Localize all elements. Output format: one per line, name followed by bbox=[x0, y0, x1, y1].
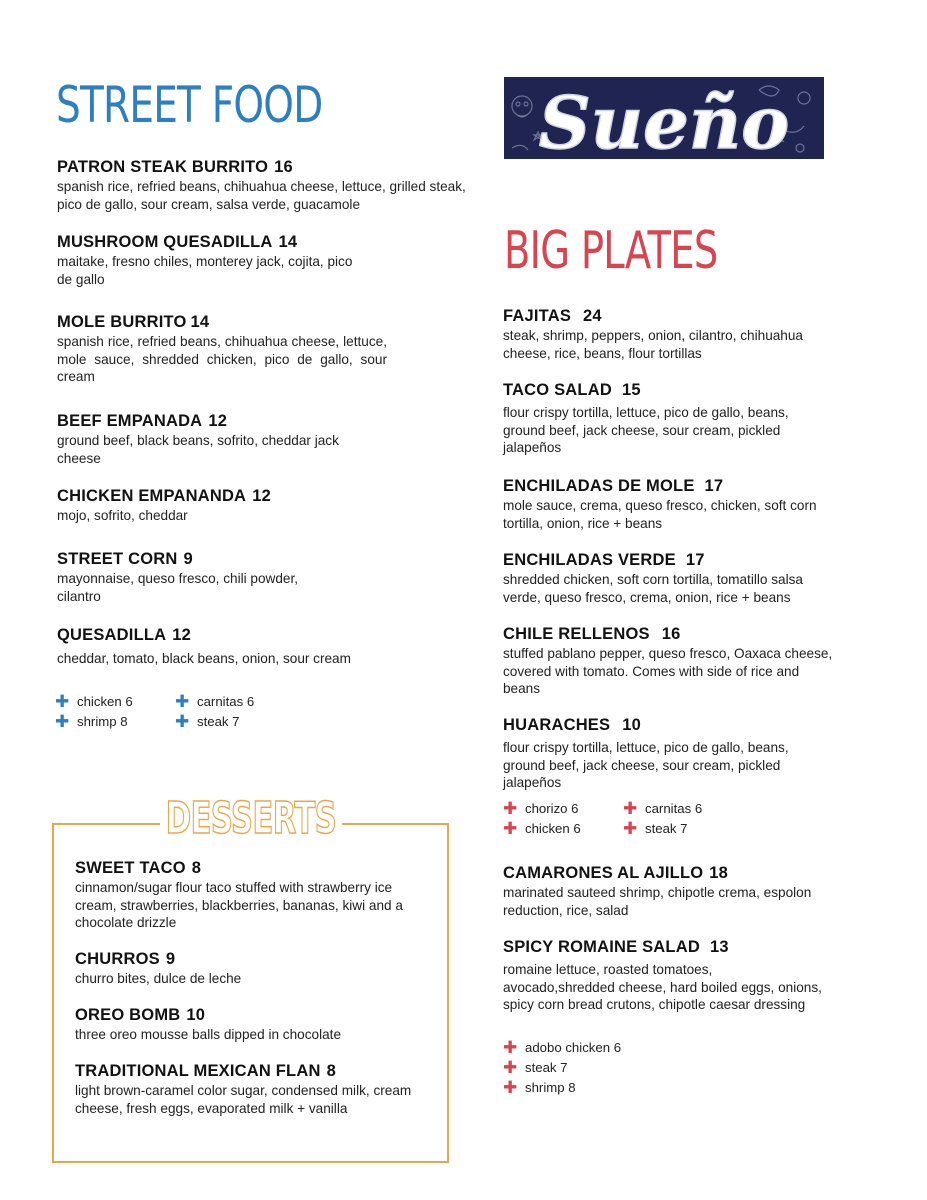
item-name: CAMARONES AL AJILLO 18 bbox=[503, 864, 729, 882]
addon-option: ✚ shrimp 8 bbox=[55, 712, 128, 731]
addon-option: ✚ carnitas 6 bbox=[175, 692, 255, 711]
item-name: ENCHILADAS DE MOLE 17 bbox=[503, 477, 724, 495]
item-description: spanish rice, refried beans, chihuahua cheese, lettuce, grilled steak, pico de gallo, sour cream, salsa verde, guacamole bbox=[57, 179, 466, 212]
logo-wordmark: Sueño bbox=[538, 80, 790, 165]
item-price: 9 bbox=[183, 550, 193, 568]
plus-icon: ✚ bbox=[55, 712, 70, 731]
item-description: flour crispy tortilla, lettuce, pico de gallo, beans, ground beef, jack cheese, sour cream, pickled jalapeños bbox=[503, 405, 789, 455]
menu-item bbox=[75, 949, 430, 988]
street-food-title: STREET FOOD bbox=[56, 76, 323, 134]
item-price: 14 bbox=[190, 313, 210, 331]
item-name: CHICKEN EMPANANDA 12 bbox=[57, 487, 271, 505]
item-price: 10 bbox=[186, 1006, 206, 1024]
item-price: 12 bbox=[252, 487, 271, 505]
item-name: ENCHILADAS VERDE 17 bbox=[503, 551, 705, 569]
addon-option: ✚ carnitas 6 bbox=[623, 799, 703, 818]
item-description: shredded chicken, soft corn tortilla, tomatillo salsa verde, queso fresco, crema, onion, rice + beans bbox=[503, 572, 803, 605]
item-description: romaine lettuce, roasted tomatoes, avocado,shredded cheese, hard boiled eggs, onions, spicy corn bread crutons, chipotle caesar dressing bbox=[503, 962, 822, 1012]
plus-icon: ✚ bbox=[55, 692, 70, 711]
menu-item bbox=[503, 715, 823, 792]
item-description: mole sauce, crema, queso fresco, chicken, soft corn tortilla, onion, rice + beans bbox=[503, 498, 817, 531]
item-description: cheddar, tomato, black beans, onion, sour cream bbox=[57, 651, 351, 666]
plus-icon: ✚ bbox=[623, 799, 638, 818]
item-price: 8 bbox=[191, 859, 202, 877]
menu-item bbox=[57, 486, 377, 525]
menu-item bbox=[503, 863, 823, 919]
item-description: cinnamon/sugar flour taco stuffed with strawberry ice cream, strawberries, blackberries, bananas, kiwi and a chocolate drizzle bbox=[75, 880, 403, 930]
item-price: 10 bbox=[622, 716, 641, 734]
item-description: light brown-caramel color sugar, condensed milk, cream cheese, fresh eggs, evaporated milk + vanilla bbox=[75, 1083, 412, 1116]
item-description: churro bites, dulce de leche bbox=[75, 971, 242, 986]
item-name: TACO SALAD 15 bbox=[503, 381, 641, 399]
item-name: SPICY ROMAINE SALAD 13 bbox=[503, 938, 729, 956]
item-price: 8 bbox=[326, 1062, 336, 1080]
plus-icon: ✚ bbox=[175, 692, 190, 711]
item-price: 15 bbox=[621, 381, 641, 399]
menu-item bbox=[503, 937, 823, 1014]
restaurant-logo bbox=[504, 40, 826, 196]
item-name: TRADITIONAL MEXICAN FLAN 8 bbox=[75, 1062, 336, 1080]
item-name: SWEET TACO 8 bbox=[75, 859, 202, 877]
menu-item bbox=[503, 624, 833, 698]
item-price: 17 bbox=[685, 551, 705, 569]
item-price: 17 bbox=[704, 477, 724, 495]
item-description: stuffed pablano pepper, queso fresco, Oaxaca cheese, covered with tomato. Comes with side of rice and beans bbox=[503, 646, 833, 696]
item-name: FAJITAS 24 bbox=[503, 307, 602, 325]
item-price: 16 bbox=[661, 625, 681, 643]
item-description: marinated sauteed shrimp, chipotle crema, espolon reduction, rice, salad bbox=[503, 885, 812, 918]
item-name: STREET CORN 9 bbox=[57, 550, 193, 568]
item-price: 18 bbox=[709, 864, 729, 882]
menu-item bbox=[75, 1005, 430, 1044]
item-name: PATRON STEAK BURRITO 16 bbox=[57, 158, 293, 176]
item-name: MUSHROOM QUESADILLA 14 bbox=[57, 233, 298, 251]
item-price: 12 bbox=[208, 412, 228, 430]
addon-option: ✚ chicken 6 bbox=[55, 692, 133, 711]
item-description: flour crispy tortilla, lettuce, pico de gallo, beans, ground beef, jack cheese, sour cream, pickled jalapeños bbox=[503, 740, 789, 790]
street-food-addons bbox=[55, 694, 295, 730]
item-price: 12 bbox=[172, 626, 192, 644]
item-price: 16 bbox=[274, 158, 293, 176]
plus-icon: ✚ bbox=[175, 712, 190, 731]
item-price: 24 bbox=[583, 307, 602, 325]
big-plates-title: BIG PLATES bbox=[504, 221, 718, 281]
plus-icon: ✚ bbox=[503, 1078, 518, 1097]
item-name: HUARACHES 10 bbox=[503, 716, 641, 734]
addon-option: ✚ steak 7 bbox=[175, 712, 240, 731]
menu-item bbox=[57, 549, 327, 605]
desserts-title: DESSERTS bbox=[160, 797, 342, 841]
addon-option: ✚ chicken 6 bbox=[503, 819, 581, 838]
item-price: 13 bbox=[709, 938, 729, 956]
item-description: mojo, sofrito, cheddar bbox=[57, 508, 188, 523]
addon-option: ✚ shrimp 8 bbox=[503, 1078, 576, 1097]
menu-item bbox=[503, 306, 823, 362]
menu-item bbox=[503, 380, 823, 457]
plus-icon: ✚ bbox=[503, 1058, 518, 1077]
item-name: CHURROS 9 bbox=[75, 950, 176, 968]
plus-icon: ✚ bbox=[503, 819, 518, 838]
addon-option: ✚ chorizo 6 bbox=[503, 799, 579, 818]
menu-item bbox=[57, 312, 387, 386]
item-name: CHILE RELLENOS 16 bbox=[503, 625, 681, 643]
item-description: three oreo mousse balls dipped in chocolate bbox=[75, 1027, 342, 1042]
menu-item bbox=[503, 476, 823, 532]
menu-item bbox=[503, 550, 833, 606]
menu-item bbox=[57, 625, 437, 668]
salad-addons bbox=[503, 1040, 703, 1096]
huaraches-addons bbox=[503, 801, 743, 837]
menu-item bbox=[75, 858, 430, 932]
menu-item bbox=[57, 157, 467, 213]
menu-item bbox=[57, 232, 367, 288]
menu-item bbox=[57, 411, 377, 467]
item-price: 9 bbox=[165, 950, 176, 968]
item-description: ground beef, black beans, sofrito, cheddar jack cheese bbox=[57, 433, 339, 466]
plus-icon: ✚ bbox=[503, 1038, 518, 1057]
item-name: BEEF EMPANADA 12 bbox=[57, 412, 228, 430]
plus-icon: ✚ bbox=[503, 799, 518, 818]
item-description: maitake, fresno chiles, monterey jack, cojita, pico de gallo bbox=[57, 254, 353, 287]
item-description: mayonnaise, queso fresco, chili powder, cilantro bbox=[57, 571, 299, 604]
item-name: OREO BOMB 10 bbox=[75, 1006, 206, 1024]
addon-option: ✚ steak 7 bbox=[623, 819, 688, 838]
menu-item bbox=[75, 1061, 430, 1117]
item-name: MOLE BURRITO 14 bbox=[57, 313, 210, 331]
addon-option: ✚ adobo chicken 6 bbox=[503, 1038, 622, 1057]
plus-icon: ✚ bbox=[623, 819, 638, 838]
addon-option: ✚ steak 7 bbox=[503, 1058, 568, 1077]
item-name: QUESADILLA 12 bbox=[57, 626, 192, 644]
item-description: steak, shrimp, peppers, onion, cilantro, chihuahua cheese, rice, beans, flour tortillas bbox=[503, 328, 803, 361]
item-price: 14 bbox=[278, 233, 298, 251]
item-description: spanish rice, refried beans, chihuahua cheese, lettuce, mole sauce, shredded chicken, pico de gallo, sour cream bbox=[57, 334, 387, 384]
